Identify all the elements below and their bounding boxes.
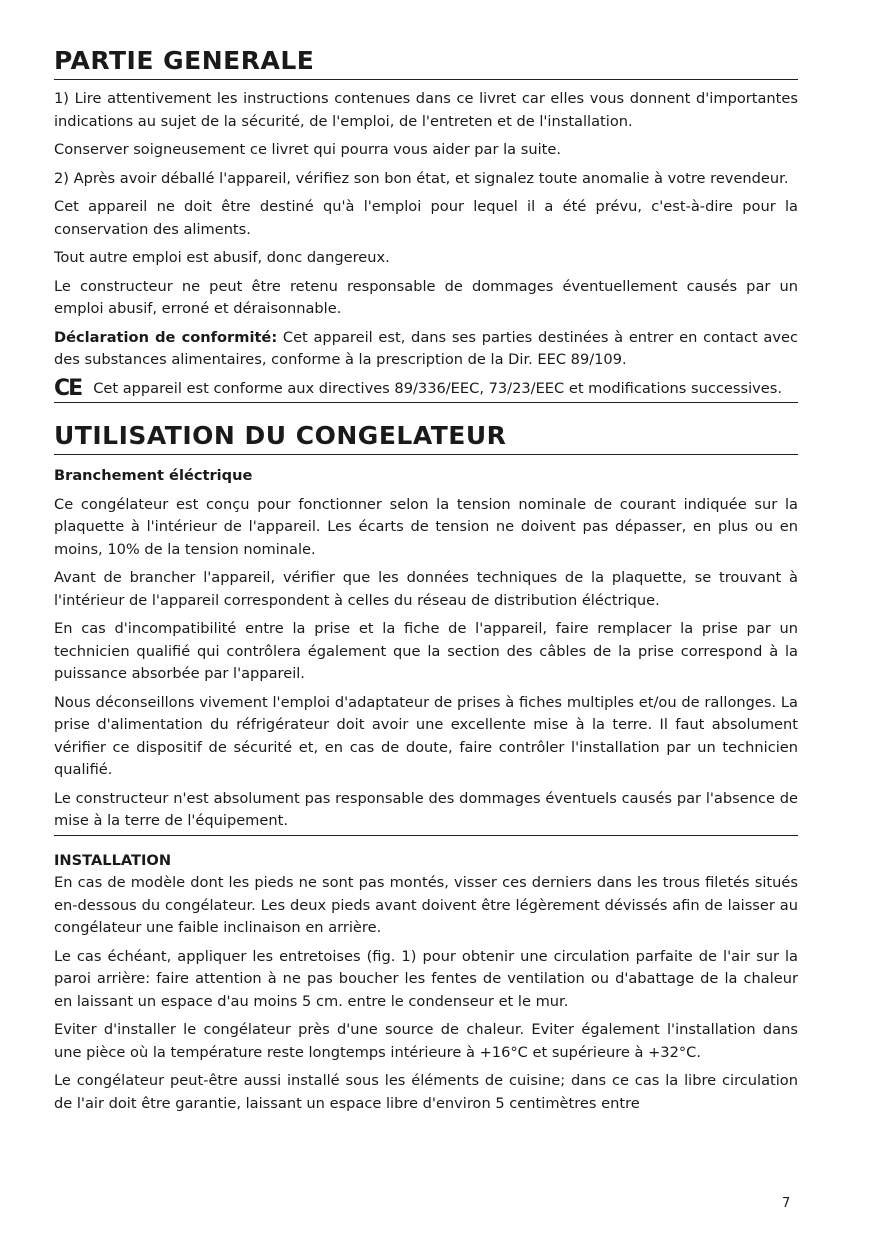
paragraph-grounding-liability: Le constructeur n'est absolument pas responsable des dommages éventuels causés par l'absence de mise à la terre de l'équipement.	[54, 788, 798, 836]
paragraph-plug-incompatibility: En cas d'incompatibilité entre la prise et la fiche de l'appareil, faire remplacer la prise par un technicien qualifié qui contrôlera également que la section des câbles de la prise correspond à la puissance absorbée par l'appareil.	[54, 620, 798, 682]
heading-electrical-connection: Branchement éléctrique	[54, 467, 253, 484]
paragraph-under-cabinet: Le congélateur peut-être aussi installé sous les éléments de cuisine; dans ce cas la libre circulation de l'air doit être garantie, laissant un espace libre d'environ 5 centimètres entre	[54, 1072, 798, 1112]
paragraph-read-instructions: 1) Lire attentivement les instructions contenues dans ce livret car elles vous donnent d'importantes indications au sujet de la sécurité, de l'emploi, de l'entreten et de l'installation.	[54, 90, 798, 130]
conformity-label: Déclaration de conformité:	[54, 328, 278, 346]
section-title-usage: UTILISATION DU CONGELATEUR	[54, 419, 798, 455]
paragraph-adapters-grounding: Nous déconseillons vivement l'emploi d'adaptateur de prises à fiches multiples et/ou de rallonges. La prise d'alimentation du réfrigérateur doit avoir une excellente mise à la terre. Il faut absolument vérifier ce dispositif de sécurité et, en cas de doute, faire contrôler l'installation par un technicien qualifié.	[54, 693, 798, 778]
paragraph-keep-booklet: Conserver soigneusement ce livret qui pourra vous aider par la suite.	[54, 141, 561, 158]
heading-installation: INSTALLATION	[54, 851, 172, 869]
document-page	[54, 44, 798, 1115]
ce-mark-icon: CE	[54, 375, 82, 401]
paragraph-voltage: Ce congélateur est conçu pour fonctionner selon la tension nominale de courant indiquée sur la plaquette à l'intérieur de l'appareil. Les écarts de tension ne doivent pas dépasser, en plus ou en moins, 10% de la tension nominale.	[54, 495, 798, 558]
conformity-text: Cet appareil est, dans ses parties destinées à entrer en contact avec des substances alimentaires, conforme à la prescription de la Dir. EEC 89/109.	[54, 328, 798, 368]
paragraph-liability: Le constructeur ne peut être retenu responsable de dommages éventuellement causés par un emploi abusif, erroné et déraisonnable.	[54, 277, 798, 317]
section-title-general: PARTIE GENERALE	[54, 44, 798, 80]
paragraph-check-plate: Avant de brancher l'appareil, vérifier que les données techniques de la plaquette, se trouvant à l'intérieur de l'appareil correspondent à celles du réseau de distribution éléctrique.	[54, 569, 798, 609]
paragraph-misuse: Tout autre emploi est abusif, donc dangereux.	[54, 249, 390, 266]
paragraph-intended-use: Cet appareil ne doit être destiné qu'à l'emploi pour lequel il a été prévu, c'est-à-dire pour la conservation des aliments.	[54, 198, 798, 238]
paragraph-ce-directives	[54, 375, 798, 404]
page-number: 7	[782, 1196, 791, 1211]
ce-text: Cet appareil est conforme aux directives 89/336/EEC, 73/23/EEC et modifications successives.	[93, 379, 782, 397]
paragraph-feet: En cas de modèle dont les pieds ne sont pas montés, visser ces derniers dans les trous filetés situés en-dessous du congélateur. Les deux pieds avant doivent être légèrement dévissés afin de laisser au congélateur une faible inclinaison en arrière.	[54, 874, 798, 936]
paragraph-unpacking: 2) Après avoir déballé l'appareil, vérifiez son bon état, et signalez toute anomalie à votre revendeur.	[54, 169, 789, 187]
paragraph-spacers: Le cas échéant, appliquer les entretoises (fig. 1) pour obtenir une circulation parfaite de l'air sur la paroi arrière: faire attention à ne pas boucher les fentes de ventilation ou d'abattage de la chaleur en laissant un espace d'au moins 5 cm. entre le condenseur et le mur.	[54, 947, 798, 1010]
paragraph-conformity	[54, 327, 798, 372]
paragraph-heat-source: Eviter d'installer le congélateur près d'une source de chaleur. Eviter également l'installation dans une pièce où la température reste longtemps intérieure à +16°C et supérieure à +32°C.	[54, 1021, 798, 1061]
